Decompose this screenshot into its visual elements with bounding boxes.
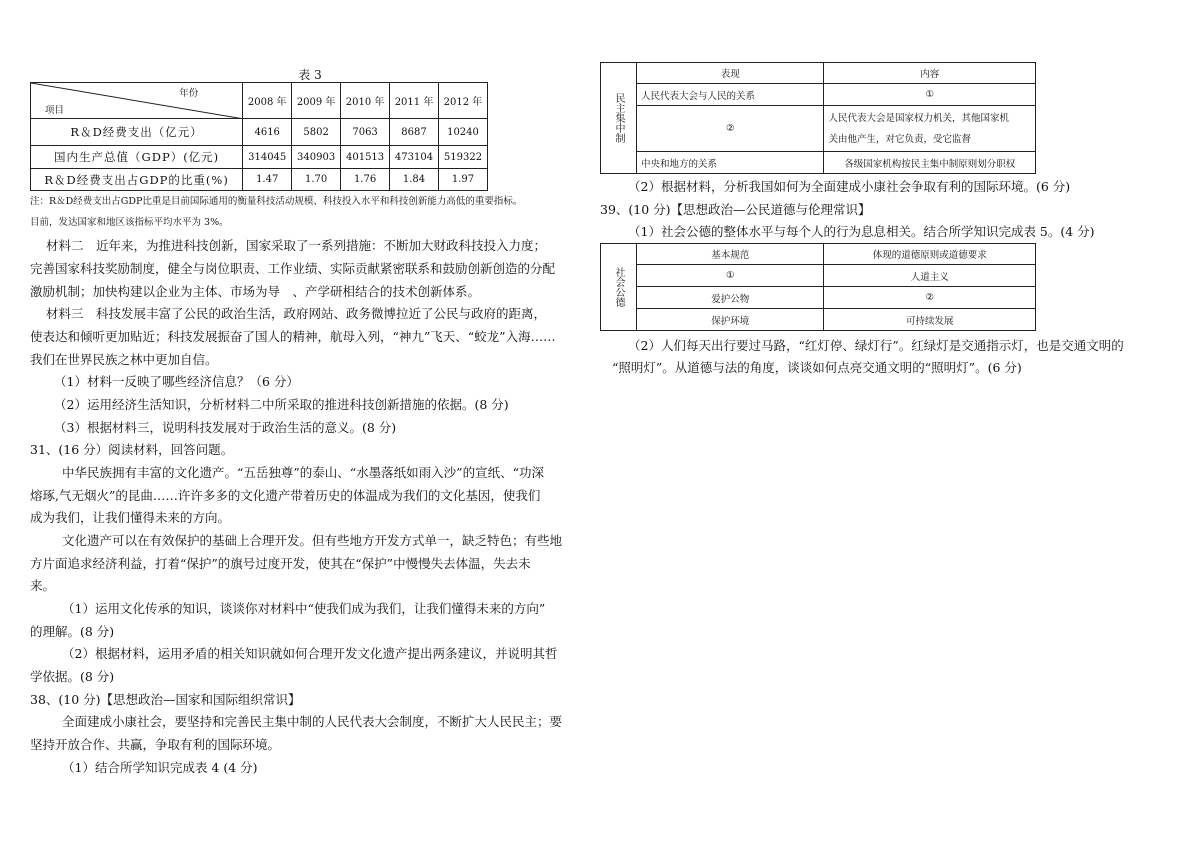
table3-row-label: 国内生产总值（GDP）(亿元) bbox=[31, 146, 243, 169]
table5-cell: 爱护公物 bbox=[636, 287, 824, 309]
table4-side-label bbox=[601, 63, 637, 174]
table4-header: 表现 bbox=[636, 63, 824, 84]
table3-row bbox=[31, 169, 488, 191]
question-38-2: （2）根据材料，分析我国如何为全面建成小康社会争取有利的国际环境。(6 分) bbox=[628, 179, 1071, 194]
table4-cell-line: 人民代表大会是国家权力机关，其他国家机 bbox=[828, 112, 1009, 124]
table3-cell: 1.97 bbox=[438, 169, 487, 191]
table4-row bbox=[601, 152, 1036, 174]
table5-side-label bbox=[601, 244, 637, 331]
question-39-2: “照明灯”。从道德与法的角度，谈谈如何点亮交通文明的“照明灯”。(6 分) bbox=[612, 360, 1022, 375]
material2-line: 完善国家科技奖励制度，健全与岗位职责、工作业绩、实际贡献紧密联系和鼓励创新创造的分配 bbox=[30, 261, 556, 276]
table3-cell: 401513 bbox=[341, 146, 390, 169]
table3-cell: 1.70 bbox=[292, 169, 341, 191]
table4-cell: ① bbox=[824, 84, 1036, 106]
material2-line: 激励机制；加快构建以企业为主体、市场为导 、产学研相结合的技术创新体系。 bbox=[30, 284, 481, 299]
table5-row bbox=[601, 309, 1036, 331]
table3-year-header: 2010 年 bbox=[341, 83, 390, 119]
table3-cell: 1.84 bbox=[390, 169, 439, 191]
table3-year-header: 2012 年 bbox=[438, 83, 487, 119]
table3-note-line: 注：R＆D经费支出占GDP比重是目前国际通用的衡量科技活动规模、科技投入水平和科技创新能力高低的重要指标。 bbox=[30, 196, 523, 207]
question-31-1: （1）运用文化传承的知识，谈谈你对材料中“使我们成为我们，让我们懂得未来的方向” bbox=[62, 601, 546, 616]
material-31-line: 熔琢,气无烟火”的昆曲……许许多多的文化遗产带着历史的体温成为我们的文化基因，使我们 bbox=[30, 488, 541, 503]
table5-header: 基本规范 bbox=[636, 244, 824, 265]
table3-cell: 473104 bbox=[390, 146, 439, 169]
table4-side-text: 民主集中制 bbox=[612, 93, 624, 143]
question-31-2: （2）根据材料，运用矛盾的相关知识就如何合理开发文化遗产提出两条建议，并说明其哲 bbox=[62, 646, 558, 661]
table3-row-label: R＆D经费支出占GDP的比重(%) bbox=[31, 169, 243, 191]
question-30-2: （2）运用经济生活知识，分析材料二中所采取的推进科技创新措施的依据。(8 分) bbox=[54, 397, 509, 412]
question-38-text: 坚持开放合作、共赢，争取有利的国际环境。 bbox=[30, 737, 281, 752]
table3-cell: 1.47 bbox=[243, 169, 292, 191]
question-31-2: 学依据。(8 分) bbox=[30, 669, 115, 684]
table4-row bbox=[601, 106, 1036, 152]
question-38-title: 38、(10 分)【思想政治—国家和国际组织常识】 bbox=[30, 692, 301, 707]
table3-corner-year: 年份 bbox=[179, 88, 199, 99]
material-31-line: 文化遗产可以在有效保护的基础上合理开发。但有些地方开发方式单一，缺乏特色；有些地 bbox=[62, 533, 563, 548]
table3-cell: 314045 bbox=[243, 146, 292, 169]
table4 bbox=[600, 62, 1036, 174]
table5-cell: 可持续发展 bbox=[824, 309, 1036, 331]
table3-cell: 7063 bbox=[341, 119, 390, 146]
question-39-2: （2）人们每天出行要过马路，“红灯停、绿灯行”。红绿灯是交通指示灯，也是交通文明的 bbox=[628, 338, 1124, 353]
table5-row bbox=[601, 287, 1036, 309]
material3-line: 使表达和倾听更加贴近；科技发展振奋了国人的精神，航母入列，“神九”飞天、“蛟龙”入海…… bbox=[30, 329, 556, 344]
table3-corner-cell bbox=[31, 83, 243, 119]
question-31-title: 31、(16 分）阅读材料，回答问题。 bbox=[30, 442, 234, 457]
material3-line: 材料三 科技发展丰富了公民的政治生活，政府网站、政务微博拉近了公民与政府的距离， bbox=[46, 306, 547, 321]
table3-corner-item: 项目 bbox=[45, 105, 65, 116]
table5-row bbox=[601, 265, 1036, 287]
table3-cell: 5802 bbox=[292, 119, 341, 146]
table3-row-label: R＆D经费支出（亿元） bbox=[31, 119, 243, 146]
table5-cell: ① bbox=[636, 265, 824, 287]
table3-year-header: 2008 年 bbox=[243, 83, 292, 119]
table5-side-text: 社会公德 bbox=[612, 267, 624, 307]
table3 bbox=[30, 82, 488, 191]
table4-cell bbox=[824, 106, 1036, 152]
table3-note-line: 目前，发达国家和地区该指标平均水平为 3%。 bbox=[30, 217, 229, 228]
question-39-title: 39、(10 分)【思想政治—公民道德与伦理常识】 bbox=[600, 202, 871, 217]
table5-cell: 保护环境 bbox=[636, 309, 824, 331]
question-30-3: （3）根据材料三，说明科技发展对于政治生活的意义。(8 分) bbox=[54, 420, 397, 435]
table3-year-header: 2011 年 bbox=[390, 83, 439, 119]
table3-note bbox=[30, 191, 590, 233]
table3-cell: 340903 bbox=[292, 146, 341, 169]
question-38-text: 全面建成小康社会，要坚持和完善民主集中制的人民代表大会制度，不断扩大人民民主；要 bbox=[62, 714, 563, 729]
material-31-line: 方片面追求经济利益，打着“保护”的旗号过度开发，使其在“保护”中慢慢失去体温，失去未 bbox=[30, 556, 531, 571]
table4-cell: 各级国家机构按民主集中制原则划分职权 bbox=[824, 152, 1036, 174]
table3-cell: 1.76 bbox=[341, 169, 390, 191]
table4-cell: 人民代表大会与人民的关系 bbox=[636, 84, 824, 106]
material3-line: 我们在世界民族之林中更加自信。 bbox=[30, 352, 218, 367]
table5-header: 体现的道德原则或道德要求 bbox=[824, 244, 1036, 265]
table5-cell: ② bbox=[824, 287, 1036, 309]
table3-row bbox=[31, 146, 488, 169]
table5 bbox=[600, 243, 1036, 331]
material-31-line: 成为我们，让我们懂得未来的方向。 bbox=[30, 510, 231, 525]
table4-row bbox=[601, 84, 1036, 106]
table4-cell: 中央和地方的关系 bbox=[636, 152, 824, 174]
table3-year-header: 2009 年 bbox=[292, 83, 341, 119]
question-39-1: （1）社会公德的整体水平与每个人的行为息息相关。结合所学知识完成表 5。(4 分) bbox=[628, 224, 1095, 239]
table3-caption: 表 3 bbox=[298, 68, 322, 82]
table3-cell: 8687 bbox=[390, 119, 439, 146]
question-30-1: （1）材料一反映了哪些经济信息？（6 分） bbox=[54, 374, 299, 389]
table4-cell: ② bbox=[636, 106, 824, 152]
material2-line: 材料二 近年来，为推进科技创新，国家采取了一系列措施：不断加大财政科技投入力度； bbox=[46, 238, 547, 253]
table4-header: 内容 bbox=[824, 63, 1036, 84]
table3-cell: 519322 bbox=[438, 146, 487, 169]
table4-cell-line: 关由他产生，对它负责，受它监督 bbox=[828, 133, 971, 145]
material-31-line: 中华民族拥有丰富的文化遗产。“五岳独尊”的泰山、“水墨落纸如雨入沙”的宣纸、“功深 bbox=[62, 465, 544, 480]
table3-cell: 4616 bbox=[243, 119, 292, 146]
table3-cell: 10240 bbox=[438, 119, 487, 146]
material-31-line: 来。 bbox=[30, 578, 56, 593]
table3-row bbox=[31, 119, 488, 146]
table5-cell: 人道主义 bbox=[824, 265, 1036, 287]
question-31-1: 的理解。(8 分) bbox=[30, 624, 115, 639]
question-38-1: （1）结合所学知识完成表 4 (4 分) bbox=[62, 760, 258, 775]
